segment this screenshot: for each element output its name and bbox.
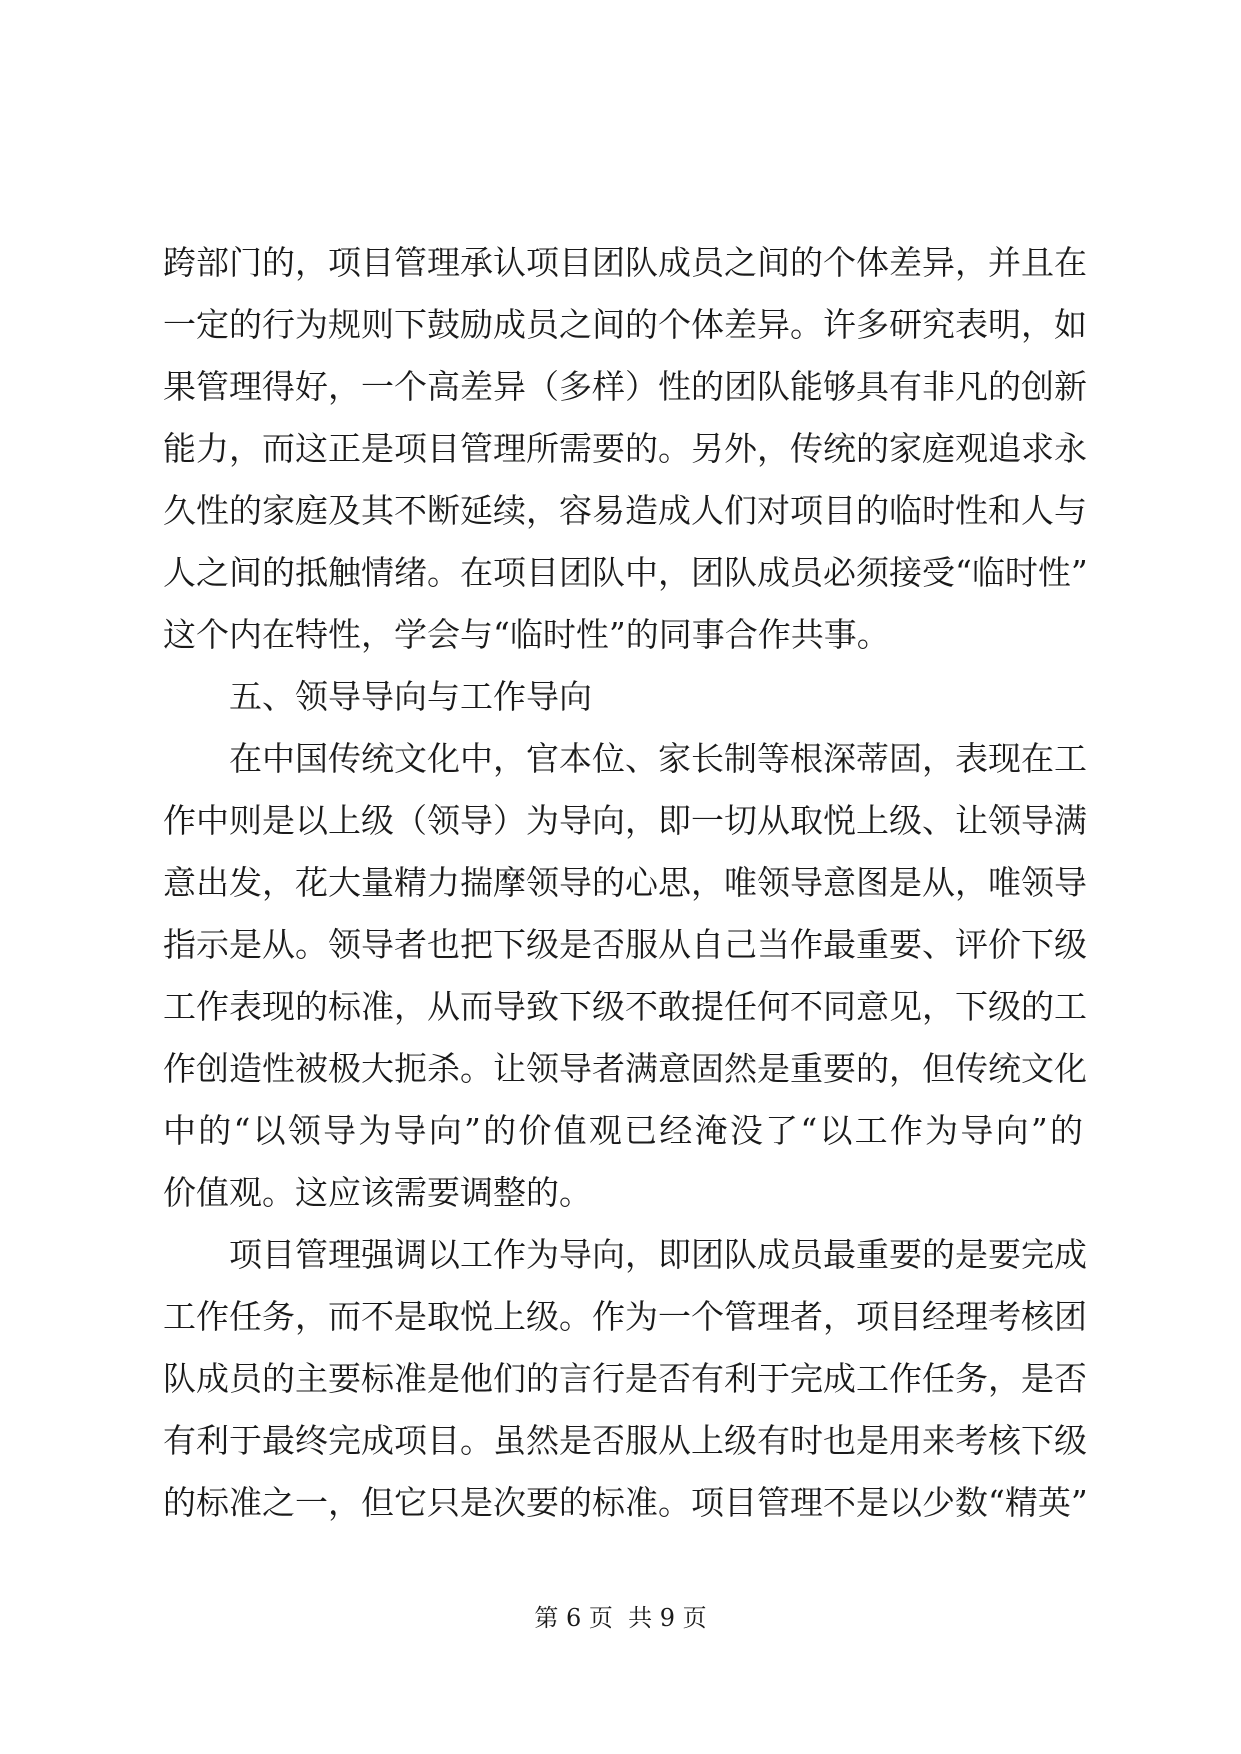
text-line: 意出发，花大量精力揣摩领导的心思，唯领导意图是从，唯领导: [163, 863, 1087, 902]
section-heading: 五、领导导向与工作导向: [229, 677, 592, 716]
text-line: 工作表现的标准，从而导致下级不敢提任何不同意见，下级的工: [163, 987, 1087, 1026]
text-line: 这个内在特性，学会与“临时性”的同事合作共事。: [163, 615, 890, 654]
text-line: 果管理得好，一个高差异（多样）性的团队能够具有非凡的创新: [163, 367, 1087, 406]
text-line: 项目管理强调以工作为导向，即团队成员最重要的是要完成: [229, 1235, 1087, 1274]
text-line: 价值观。这应该需要调整的。: [163, 1173, 592, 1212]
text-line: 在中国传统文化中，官本位、家长制等根深蒂固，表现在工: [229, 739, 1087, 778]
text-line: 工作任务，而不是取悦上级。作为一个管理者，项目经理考核团: [163, 1297, 1087, 1336]
text-line: 有利于最终完成项目。虽然是否服从上级有时也是用来考核下级: [163, 1421, 1087, 1460]
text-line: 久性的家庭及其不断延续，容易造成人们对项目的临时性和人与: [163, 491, 1087, 530]
page-number: 第 6 页 共 9 页: [534, 1604, 707, 1632]
text-line: 作创造性被极大扼杀。让领导者满意固然是重要的，但传统文化: [163, 1049, 1087, 1088]
text-line: 作中则是以上级（领导）为导向，即一切从取悦上级、让领导满: [163, 801, 1087, 840]
text-line: 队成员的主要标准是他们的言行是否有利于完成工作任务，是否: [163, 1359, 1087, 1398]
body-text: [163, 232, 1088, 1534]
page-footer: [0, 1600, 1241, 1636]
text-line: 一定的行为规则下鼓励成员之间的个体差异。许多研究表明，如: [163, 305, 1087, 344]
text-line: 的标准之一，但它只是次要的标准。项目管理不是以少数“精英”: [163, 1483, 1088, 1522]
text-line: 能力，而这正是项目管理所需要的。另外，传统的家庭观追求永: [163, 429, 1087, 468]
text-line: 指示是从。领导者也把下级是否服从自己当作最重要、评价下级: [163, 925, 1087, 964]
text-line: 人之间的抵触情绪。在项目团队中，团队成员必须接受“临时性”: [163, 553, 1088, 592]
text-line: 跨部门的，项目管理承认项目团队成员之间的个体差异，并且在: [163, 243, 1087, 282]
text-line: 中的“以领导为导向”的价值观已经淹没了“以工作为导向”的: [163, 1111, 1083, 1150]
